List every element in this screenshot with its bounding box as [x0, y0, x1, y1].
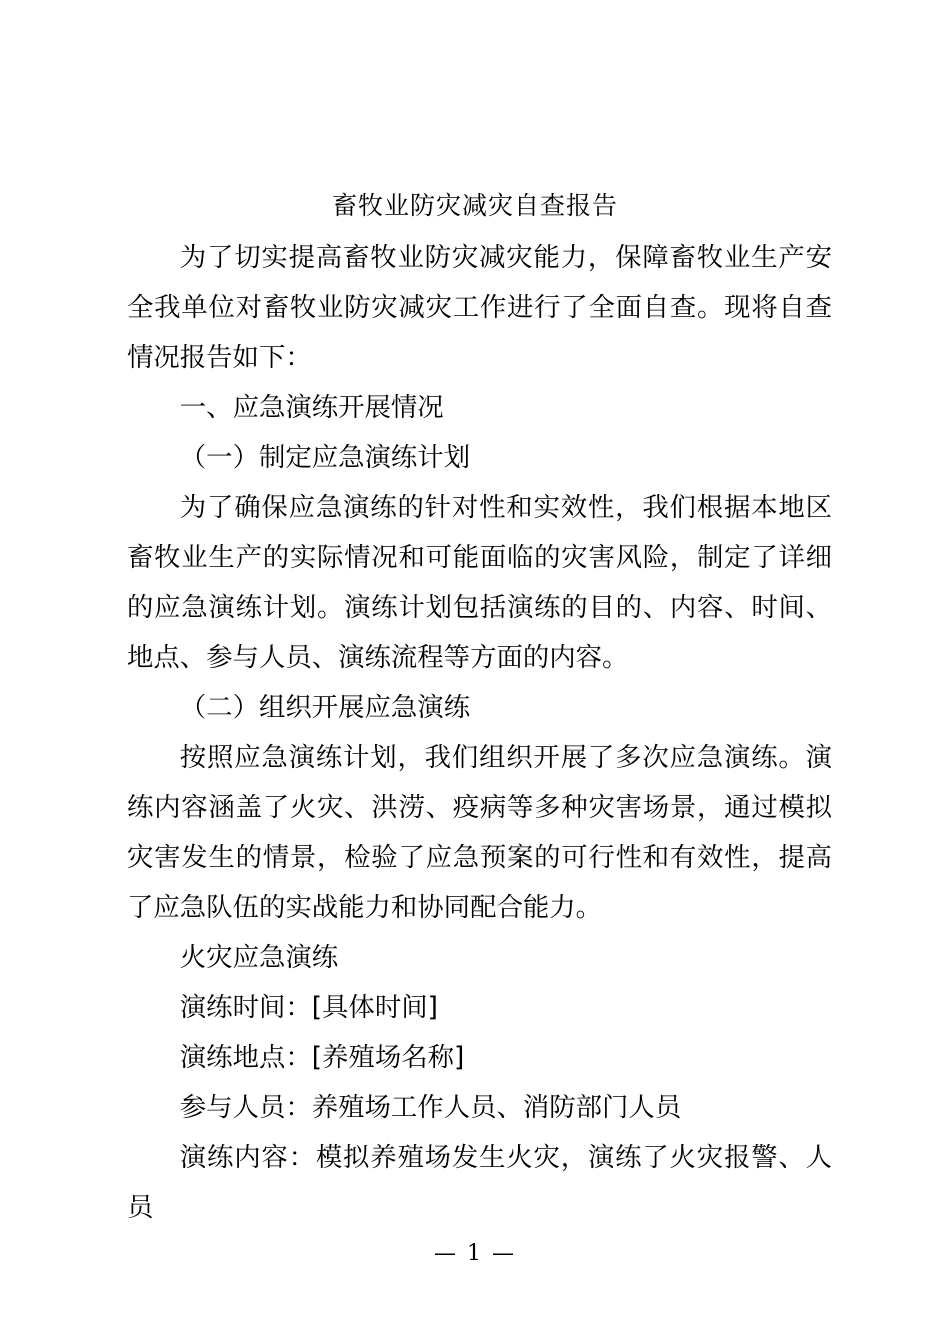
subsection-heading-2: （二）组织开展应急演练 — [179, 692, 471, 723]
item-heading-fire-drill: 火灾应急演练 — [179, 942, 339, 973]
section-heading-1: 一、应急演练开展情况 — [179, 392, 444, 423]
document-title: 畜牧业防灾减灾自查报告 — [331, 191, 618, 220]
paragraph-plan: 为了确保应急演练的针对性和实效性，我们根据本地区畜牧业生产的实际情况和可能面临的灾害风险，制定了详细的应急演练计划。演练计划包括演练的目的、内容、时间、地点、参与人员、演练流程等方面的内容。 — [127, 492, 832, 673]
drill-location: 演练地点：[养殖场名称] — [179, 1042, 465, 1073]
page-number: — 1 — — [434, 1241, 516, 1266]
drill-participants: 参与人员：养殖场工作人员、消防部门人员 — [179, 1092, 682, 1123]
drill-content: 演练内容：模拟养殖场发生火灾，演练了火灾报警、人员 — [127, 1142, 832, 1223]
subsection-heading-1: （一）制定应急演练计划 — [179, 442, 471, 473]
document-body — [127, 233, 832, 1233]
drill-time: 演练时间：[具体时间] — [179, 992, 438, 1023]
paragraph-drills: 按照应急演练计划，我们组织开展了多次应急演练。演练内容涵盖了火灾、洪涝、疫病等多种灾害场景，通过模拟灾害发生的情景，检验了应急预案的可行性和有效性，提高了应急队伍的实战能力和协同配合能力。 — [127, 742, 832, 923]
paragraph-intro: 为了切实提高畜牧业防灾减灾能力，保障畜牧业生产安全我单位对畜牧业防灾减灾工作进行了全面自查。现将自查情况报告如下： — [127, 242, 832, 373]
